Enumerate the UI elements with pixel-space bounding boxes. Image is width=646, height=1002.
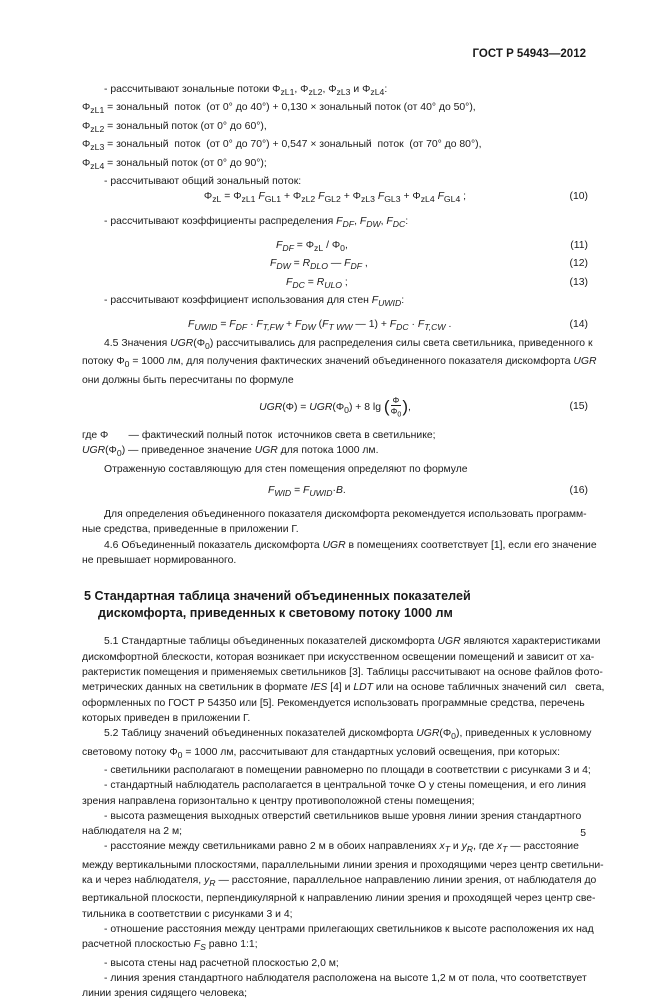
text-line: расчетной плоскостью $F_S$ равно 1:1;: [82, 939, 258, 953]
section-heading: [82, 588, 588, 622]
text-line: оформленных по ГОСТ Р 54350 или [5]. Рекомендуется использовать программные средства, перечень: [82, 697, 585, 709]
text-line: - рассчитывают общий зональный поток:: [104, 175, 302, 187]
fraction: $\frac{\Phi}{\Phi_0}$: [390, 394, 402, 419]
text-line: не превышает нормированного.: [82, 555, 237, 567]
formula-body: $UGR(\Phi) = UGR(\Phi_0) + 8$ lg: [259, 401, 382, 415]
text-line: световому потоку $\Phi_0 = 1000$ лм, рассчитывают для стандартных условий освещения, при которых:: [82, 746, 560, 760]
section-heading-line: дискомфорта, приведенных к световому потоку 1000 лм: [98, 606, 453, 621]
formula-body: $F_{DC} = R_{ULO}$ ;: [286, 276, 348, 290]
formula-body: $F_{UWID} = F_{DF} \cdot F_{T,FW} + F_{DW}$ ($F_{T WW}$ — $1) + F_{DC} \cdot F_{T,CW}$ .: [188, 319, 452, 333]
text-line: ные средства, приведенные в приложении Г.: [82, 524, 299, 536]
text-line: наблюдателя на 2 м;: [82, 826, 182, 838]
list-item: - высота размещения выходных отверстий светильников выше уровня линии зрения стандартного: [104, 810, 582, 822]
text-line: они должны быть пересчитаны по формуле: [82, 374, 294, 386]
text-line: $\Phi_{zL4}$ = зональный поток (от 0° до 90°);: [82, 157, 267, 171]
text-line: 4.6 Объединенный показатель дискомфорта UGR в помещениях соответствует [1], если его значение: [104, 539, 597, 551]
list-item: - стандартный наблюдатель располагается в центральной точке О у стены помещения, и его линия: [104, 780, 586, 792]
formula-10: [82, 189, 588, 207]
text-line: - рассчитывают коэффициент использования для стен $F_{UWID}$:: [104, 295, 405, 309]
formula-11: [82, 238, 588, 256]
page-number: 5: [580, 828, 586, 839]
text-line: тильника в соответствии с рисунками 3 и 4;: [82, 908, 293, 920]
formula-12: [82, 256, 588, 274]
text-line: $\Phi_{zL1}$ = зональный поток (от 0° до 40°) + 0,130 × зональный поток (от 40° до 50°),: [82, 102, 476, 116]
text-line: $\Phi_{zL2}$ = зональный поток (от 0° до 60°),: [82, 120, 267, 134]
equation-number: (16): [569, 484, 588, 496]
formula-13: [82, 275, 588, 293]
text-line: $\Phi_{zL3}$ = зональный поток (от 0° до 70°) + 0,547 × зональный поток (от 70° до 80°),: [82, 139, 482, 153]
text-line: - рассчитывают коэффициенты распределения $F_{DF}$, $F_{DW}$, $F_{DC}$:: [104, 215, 409, 229]
text-line: ка и через наблюдателя, $y_R$ — расстояние, параллельное направлению линии зрения, от наблюдателя до: [82, 875, 597, 889]
text-line: $UGR(\Phi_0)$ — приведенное значение UGR для потока 1000 лм.: [82, 445, 379, 459]
text-line: зрения направлена горизонтально к центру противоположной стены помещения;: [82, 795, 475, 807]
formula-body: $F_{WID} = F_{UWID}\cdot B$.: [268, 484, 346, 498]
formula-15: $UGR(\Phi) = UGR(\Phi_0) + 8$ lg ( $\frac{\Phi}{\Phi_0}$ ), (15): [82, 392, 588, 422]
document-header: ГОСТ Р 54943—2012: [472, 48, 586, 60]
text-line: дискомфортной блескости, которая возникает при искусственном освещении помещений и зависит от ха-: [82, 651, 595, 663]
formula-14: [82, 317, 588, 335]
text-line: рактеристик помещения и применяемых светильников [3]. Таблицы рассчитывают на основе файлов фото-: [82, 666, 603, 678]
equation-number: (11): [570, 239, 588, 251]
text-line: 5.1 Стандартные таблицы объединенных показателей дискомфорта UGR являются характеристиками: [104, 636, 601, 648]
equation-number: (13): [569, 276, 588, 288]
list-item: - светильники располагают в помещении равномерно по площади в соответствии с рисунками 3 и 4;: [104, 764, 591, 776]
text-line: 5.2 Таблицу значений объединенных показателей дискомфорта $UGR(\Phi_0)$, приведенных к условному: [104, 728, 592, 742]
text-line: вертикальной плоскости, перпендикулярной к направлению линии зрения и проходящей через центр све-: [82, 893, 596, 905]
equation-number: (12): [569, 258, 588, 270]
list-item: - высота стены над расчетной плоскостью 2,0 м;: [104, 957, 339, 969]
text-line: которых приведен в приложении Г.: [82, 712, 251, 724]
formula-body: $F_{DF} = \Phi_{zL} / \Phi_0$,: [276, 239, 348, 253]
text-line: - рассчитывают зональные потоки $\Phi_{zL1}$, $\Phi_{zL2}$, $\Phi_{zL3}$ и $\Phi_{zL4}$:: [104, 84, 388, 98]
equation-number: (10): [569, 191, 588, 203]
text-line: потоку $\Phi_0 = 1000$ лм, для получения фактических значений объединенного показателя дискомфорта UGR: [82, 356, 597, 370]
formula-body: $\Phi_{zL} = \Phi_{zL1}$ $F_{GL1} + \Phi_{zL2}$ $F_{GL2} + \Phi_{zL3}$ $F_{GL3} + \Phi_{zL4}$ $F_{GL4}$ ;: [203, 191, 467, 205]
text-line: метрических данных на светильник в формате IES [4] и LDT или на основе табличных значений сил света,: [82, 682, 605, 694]
text-line: между вертикальными плоскостями, параллельными линии зрения и проходящими через центр светильни-: [82, 859, 604, 871]
page-content: [82, 82, 605, 1002]
formula-body: $F_{DW} = R_{DLO}$ — $F_{DF}$ ,: [270, 258, 368, 272]
text-line: линии зрения сидящего человека;: [82, 988, 248, 1000]
text-line: Для определения объединенного показателя дискомфорта рекомендуется использовать программ-: [104, 509, 587, 521]
formula-16: [82, 483, 588, 501]
text-line: где Φ — фактический полный поток источников света в светильнике;: [82, 429, 436, 441]
section-heading-line: 5 Стандартная таблица значений объединенных показателей: [84, 589, 471, 604]
list-item: - отношение расстояния между центрами прилегающих светильников к высоте расположения их над: [104, 924, 594, 936]
list-item: - расстояние между светильниками равно 2 м в обоих направлениях $x_T$ и $y_R$, где $x_T$ — расстояние: [104, 841, 579, 855]
text-line: Отраженную составляющую для стен помещения определяют по формуле: [104, 463, 468, 475]
equation-number: (15): [569, 400, 588, 412]
list-item: - линия зрения стандартного наблюдателя расположена на высоте 1,2 м от пола, что соответствует: [104, 973, 587, 984]
equation-number: (14): [569, 319, 588, 331]
text-line: 4.5 Значения $UGR(\Phi_0)$ рассчитывались для распределения силы света светильника, приведенного к: [104, 337, 593, 351]
